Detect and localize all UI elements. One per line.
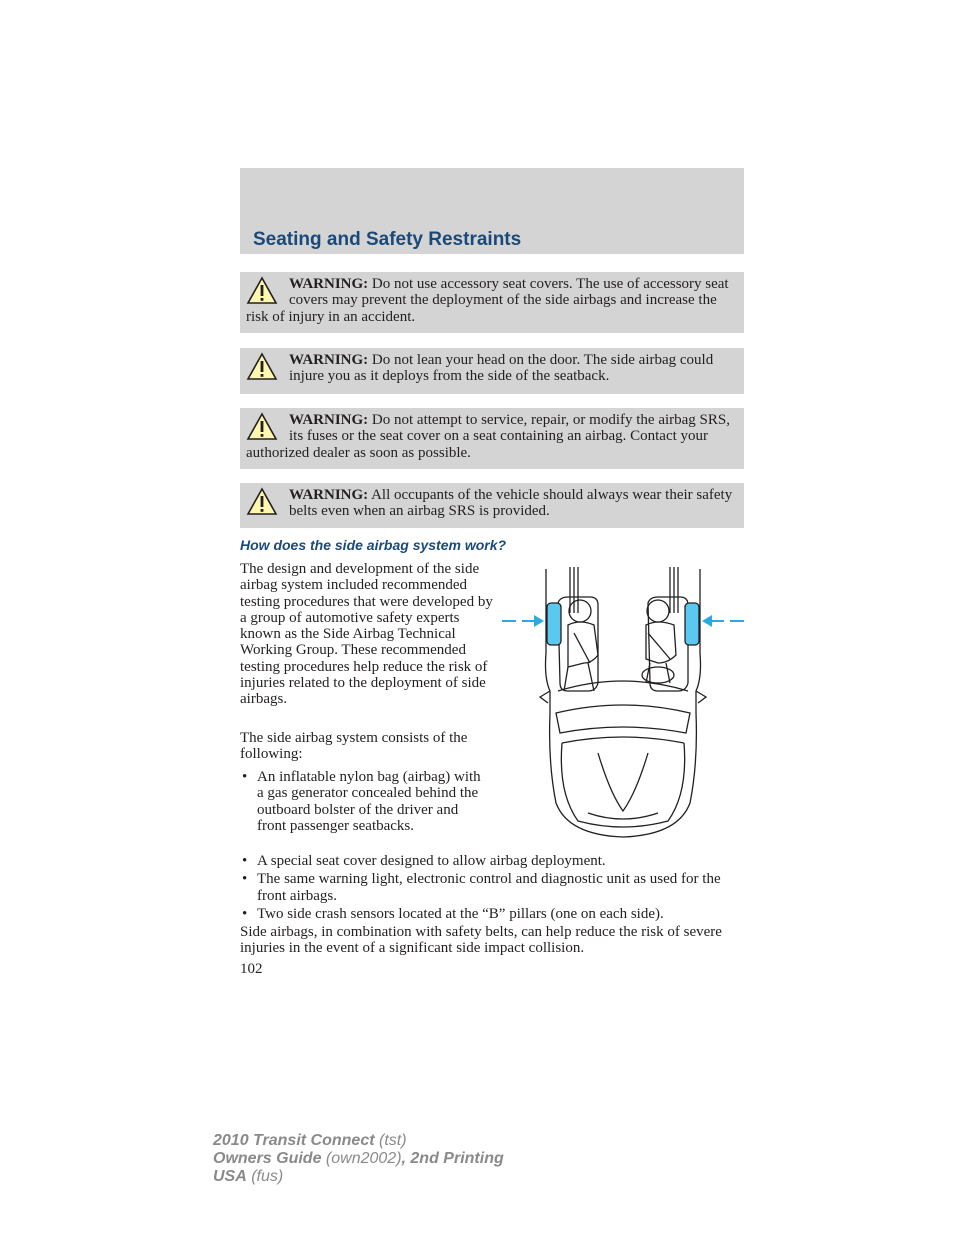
page-number: 102 [240,961,263,977]
intro-paragraph: The design and development of the side airbag system included recommended testing procedures that were developed by a group of automotive safety experts known as the Side Airbag Technical Working Group. These recommended testing procedures help reduce the risk of injuries related to the deployment of side airbags. [240,561,493,708]
warning-triangle-icon [246,352,278,382]
bullet-list-top [240,769,482,834]
document-footer: 2010 Transit Connect (tst) Owners Guide (own2002), 2nd Printing USA (fus) [213,1132,504,1185]
warning-text: Do not lean your head on the door. The side airbag could injure you as it deploys from the side of the seatback. [289,352,714,385]
warning-text: All occupants of the vehicle should always wear their safety belts even when an airbag SRS is provided. [289,487,733,520]
warning-triangle-icon [246,276,278,306]
warning-triangle-icon [246,412,278,442]
warning-box-safety-belts [240,483,744,528]
closing-paragraph: Side airbags, in combination with safety belts, can help reduce the risk of severe injuries in the event of a significant side impact collision. [240,924,722,957]
warning-text: Do not use accessory seat covers. The use of accessory seat covers may prevent the deployment of the side airbags and increase the risk of injury in an accident. [246,276,729,325]
warning-box-lean-head [240,348,744,394]
warning-text: Do not attempt to service, repair, or modify the airbag SRS, its fuses or the seat cover on a seat containing an airbag. Contact your authorized dealer as soon as possible. [246,412,730,461]
warning-box-accessory-covers [240,272,744,333]
left-side-airbag [547,603,561,645]
warning-label: WARNING: [289,352,369,368]
list-item: • Two side crash sensors located at the “B” pillars (one on each side). [242,905,664,922]
list-item: • A special seat cover designed to allow airbag deployment. [242,853,606,869]
list-item: • The same warning light, electronic control and diagnostic unit as used for the front airbags. [242,871,721,904]
warning-label: WARNING: [289,412,369,428]
header-band [240,168,744,254]
consists-paragraph: The side airbag system consists of the following: [240,730,468,763]
subheading: How does the side airbag system work? [240,537,507,553]
warning-label: WARNING: [289,487,369,503]
bullet-list-bottom [240,853,748,922]
warning-label: WARNING: [289,276,369,292]
list-item: • An inflatable nylon bag (airbag) with a gas generator concealed behind the outboard bolster of the driver and front passenger seatbacks. [242,769,481,834]
warning-box-service [240,408,744,469]
side-airbag-car-illustration [498,563,748,843]
section-title: Seating and Safety Restraints [253,229,522,250]
right-side-airbag [685,603,699,645]
warning-triangle-icon [246,487,278,517]
